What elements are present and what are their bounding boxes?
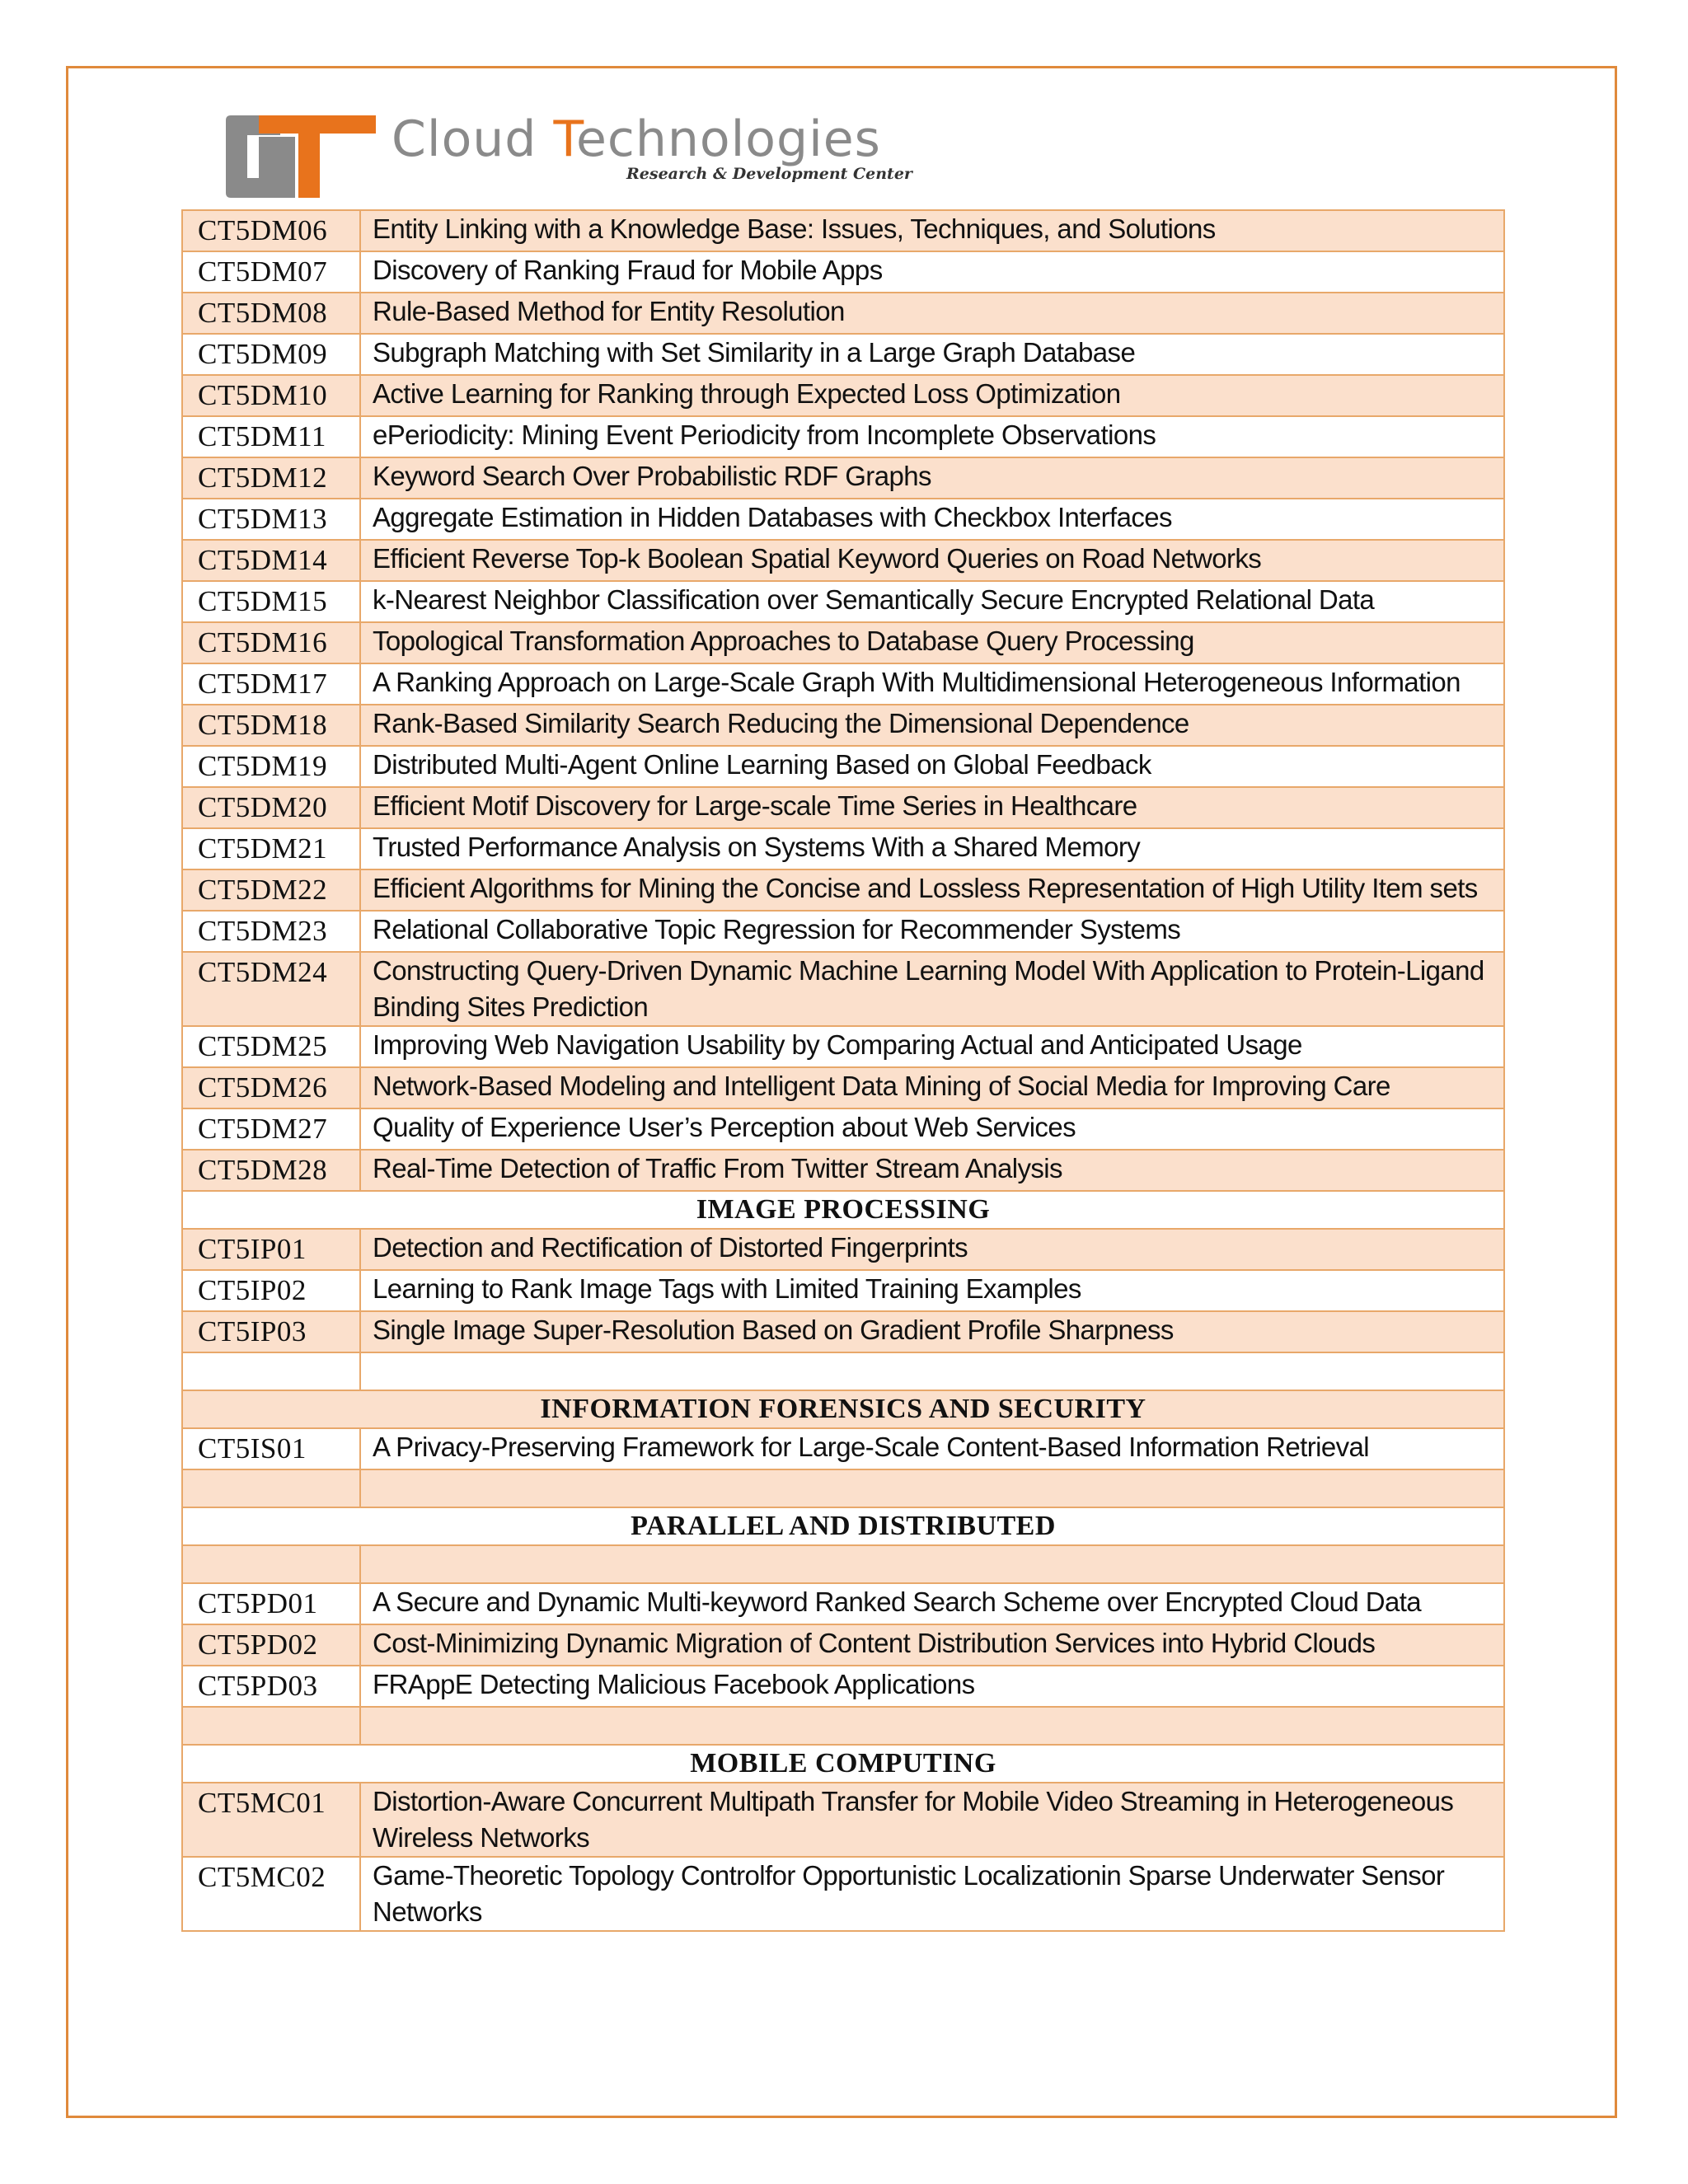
- table-row: [182, 293, 1504, 334]
- ct-logo-icon: [223, 112, 379, 201]
- project-title: Real-Time Detection of Traffic From Twitter Stream Analysis: [360, 1150, 1504, 1191]
- project-title: Efficient Reverse Top-k Boolean Spatial Keyword Queries on Road Networks: [360, 540, 1504, 581]
- project-code: CT5DM10: [182, 375, 360, 416]
- project-code: CT5DM08: [182, 293, 360, 334]
- table-row: [182, 1067, 1504, 1108]
- table-row: [182, 705, 1504, 746]
- table-row: [182, 540, 1504, 581]
- projects-table: [181, 209, 1505, 1932]
- project-code: CT5PD03: [182, 1666, 360, 1707]
- project-code: CT5DM11: [182, 416, 360, 457]
- project-title: Trusted Performance Analysis on Systems With a Shared Memory: [360, 828, 1504, 869]
- project-code: CT5DM25: [182, 1026, 360, 1067]
- blank-cell: [182, 1707, 360, 1745]
- project-title: Distributed Multi-Agent Online Learning Based on Global Feedback: [360, 746, 1504, 787]
- project-title: A Secure and Dynamic Multi-keyword Ranked Search Scheme over Encrypted Cloud Data: [360, 1583, 1504, 1624]
- table-row: [182, 1108, 1504, 1150]
- project-code: CT5MC02: [182, 1857, 360, 1931]
- section-heading-row: [182, 1745, 1504, 1783]
- section-heading: MOBILE COMPUTING: [182, 1745, 1504, 1783]
- table-row: [182, 1150, 1504, 1191]
- table-row: [182, 375, 1504, 416]
- table-row: [182, 1311, 1504, 1352]
- project-title: ePeriodicity: Mining Event Periodicity from Incomplete Observations: [360, 416, 1504, 457]
- project-code: CT5DM21: [182, 828, 360, 869]
- blank-cell: [182, 1545, 360, 1583]
- table-row: [182, 1783, 1504, 1857]
- table-row: [182, 828, 1504, 869]
- section-heading-row: [182, 1191, 1504, 1229]
- table-row: [182, 251, 1504, 293]
- table-row: [182, 499, 1504, 540]
- table-row: [182, 1229, 1504, 1270]
- project-title: Single Image Super-Resolution Based on Gradient Profile Sharpness: [360, 1311, 1504, 1352]
- logo-tagline: Research & Development Center: [626, 165, 912, 183]
- table-row: [182, 1026, 1504, 1067]
- blank-cell: [182, 1352, 360, 1390]
- project-code: CT5DM15: [182, 581, 360, 622]
- project-code: CT5DM16: [182, 622, 360, 663]
- project-code: CT5IP03: [182, 1311, 360, 1352]
- project-title: Entity Linking with a Knowledge Base: Issues, Techniques, and Solutions: [360, 210, 1504, 251]
- project-code: CT5DM14: [182, 540, 360, 581]
- table-row: [182, 457, 1504, 499]
- project-title: Aggregate Estimation in Hidden Databases with Checkbox Interfaces: [360, 499, 1504, 540]
- project-title: Active Learning for Ranking through Expected Loss Optimization: [360, 375, 1504, 416]
- project-code: CT5DM27: [182, 1108, 360, 1150]
- project-code: CT5DM28: [182, 1150, 360, 1191]
- project-title: Efficient Motif Discovery for Large-scale Time Series in Healthcare: [360, 787, 1504, 828]
- blank-row: [182, 1469, 1504, 1507]
- table-row: [182, 416, 1504, 457]
- project-title: k-Nearest Neighbor Classification over Semantically Secure Encrypted Relational Data: [360, 581, 1504, 622]
- project-code: CT5DM07: [182, 251, 360, 293]
- project-code: CT5DM06: [182, 210, 360, 251]
- project-title: Improving Web Navigation Usability by Comparing Actual and Anticipated Usage: [360, 1026, 1504, 1067]
- project-code: CT5DM23: [182, 911, 360, 952]
- project-title: Detection and Rectification of Distorted Fingerprints: [360, 1229, 1504, 1270]
- project-code: CT5DM09: [182, 334, 360, 375]
- section-heading: INFORMATION FORENSICS AND SECURITY: [182, 1390, 1504, 1428]
- table-row: [182, 210, 1504, 251]
- blank-cell: [360, 1545, 1504, 1583]
- project-code: CT5DM26: [182, 1067, 360, 1108]
- blank-row: [182, 1352, 1504, 1390]
- project-code: CT5DM24: [182, 952, 360, 1026]
- project-code: CT5IP01: [182, 1229, 360, 1270]
- blank-row: [182, 1545, 1504, 1583]
- table-row: [182, 1428, 1504, 1469]
- blank-cell: [360, 1352, 1504, 1390]
- project-title: Rule-Based Method for Entity Resolution: [360, 293, 1504, 334]
- project-title: Network-Based Modeling and Intelligent Data Mining of Social Media for Improving Care: [360, 1067, 1504, 1108]
- project-code: CT5DM19: [182, 746, 360, 787]
- project-title: Relational Collaborative Topic Regression for Recommender Systems: [360, 911, 1504, 952]
- project-code: CT5DM13: [182, 499, 360, 540]
- project-code: CT5MC01: [182, 1783, 360, 1857]
- table-row: [182, 787, 1504, 828]
- project-code: CT5PD02: [182, 1624, 360, 1666]
- table-row: [182, 869, 1504, 911]
- project-code: CT5PD01: [182, 1583, 360, 1624]
- table-row: [182, 1624, 1504, 1666]
- project-code: CT5DM17: [182, 663, 360, 705]
- company-logo: [223, 107, 912, 202]
- project-title: Learning to Rank Image Tags with Limited Training Examples: [360, 1270, 1504, 1311]
- project-title: Efficient Algorithms for Mining the Concise and Lossless Representation of High Utility Item sets: [360, 869, 1504, 911]
- table-row: [182, 1583, 1504, 1624]
- blank-cell: [360, 1469, 1504, 1507]
- table-row: [182, 746, 1504, 787]
- section-heading-row: [182, 1390, 1504, 1428]
- project-title: Discovery of Ranking Fraud for Mobile Apps: [360, 251, 1504, 293]
- section-heading: IMAGE PROCESSING: [182, 1191, 1504, 1229]
- blank-cell: [182, 1469, 360, 1507]
- logo-name: Cloud Technologies: [392, 110, 881, 168]
- project-code: CT5IP02: [182, 1270, 360, 1311]
- table-row: [182, 1270, 1504, 1311]
- project-title: FRAppE Detecting Malicious Facebook Applications: [360, 1666, 1504, 1707]
- project-title: Distortion-Aware Concurrent Multipath Transfer for Mobile Video Streaming in Heterogeneous Wireless Networks: [360, 1783, 1504, 1857]
- section-heading-row: [182, 1507, 1504, 1545]
- table-row: [182, 663, 1504, 705]
- project-code: CT5DM22: [182, 869, 360, 911]
- table-row: [182, 952, 1504, 1026]
- project-title: Cost-Minimizing Dynamic Migration of Content Distribution Services into Hybrid Clouds: [360, 1624, 1504, 1666]
- table-row: [182, 581, 1504, 622]
- project-code: CT5DM20: [182, 787, 360, 828]
- table-row: [182, 911, 1504, 952]
- table-row: [182, 1666, 1504, 1707]
- project-title: Constructing Query-Driven Dynamic Machine Learning Model With Application to Protein-Ligand Binding Sites Prediction: [360, 952, 1504, 1026]
- blank-row: [182, 1707, 1504, 1745]
- project-title: Rank-Based Similarity Search Reducing the Dimensional Dependence: [360, 705, 1504, 746]
- project-code: CT5IS01: [182, 1428, 360, 1469]
- project-title: Quality of Experience User’s Perception about Web Services: [360, 1108, 1504, 1150]
- project-title: Subgraph Matching with Set Similarity in a Large Graph Database: [360, 334, 1504, 375]
- project-title: Game-Theoretic Topology Controlfor Opportunistic Localizationin Sparse Underwater Sensor Networks: [360, 1857, 1504, 1931]
- project-code: CT5DM12: [182, 457, 360, 499]
- table-row: [182, 334, 1504, 375]
- project-title: A Privacy-Preserving Framework for Large-Scale Content-Based Information Retrieval: [360, 1428, 1504, 1469]
- project-title: Topological Transformation Approaches to Database Query Processing: [360, 622, 1504, 663]
- project-title: Keyword Search Over Probabilistic RDF Graphs: [360, 457, 1504, 499]
- table-row: [182, 622, 1504, 663]
- section-heading: PARALLEL AND DISTRIBUTED: [182, 1507, 1504, 1545]
- blank-cell: [360, 1707, 1504, 1745]
- table-row: [182, 1857, 1504, 1931]
- project-code: CT5DM18: [182, 705, 360, 746]
- project-title: A Ranking Approach on Large-Scale Graph With Multidimensional Heterogeneous Information: [360, 663, 1504, 705]
